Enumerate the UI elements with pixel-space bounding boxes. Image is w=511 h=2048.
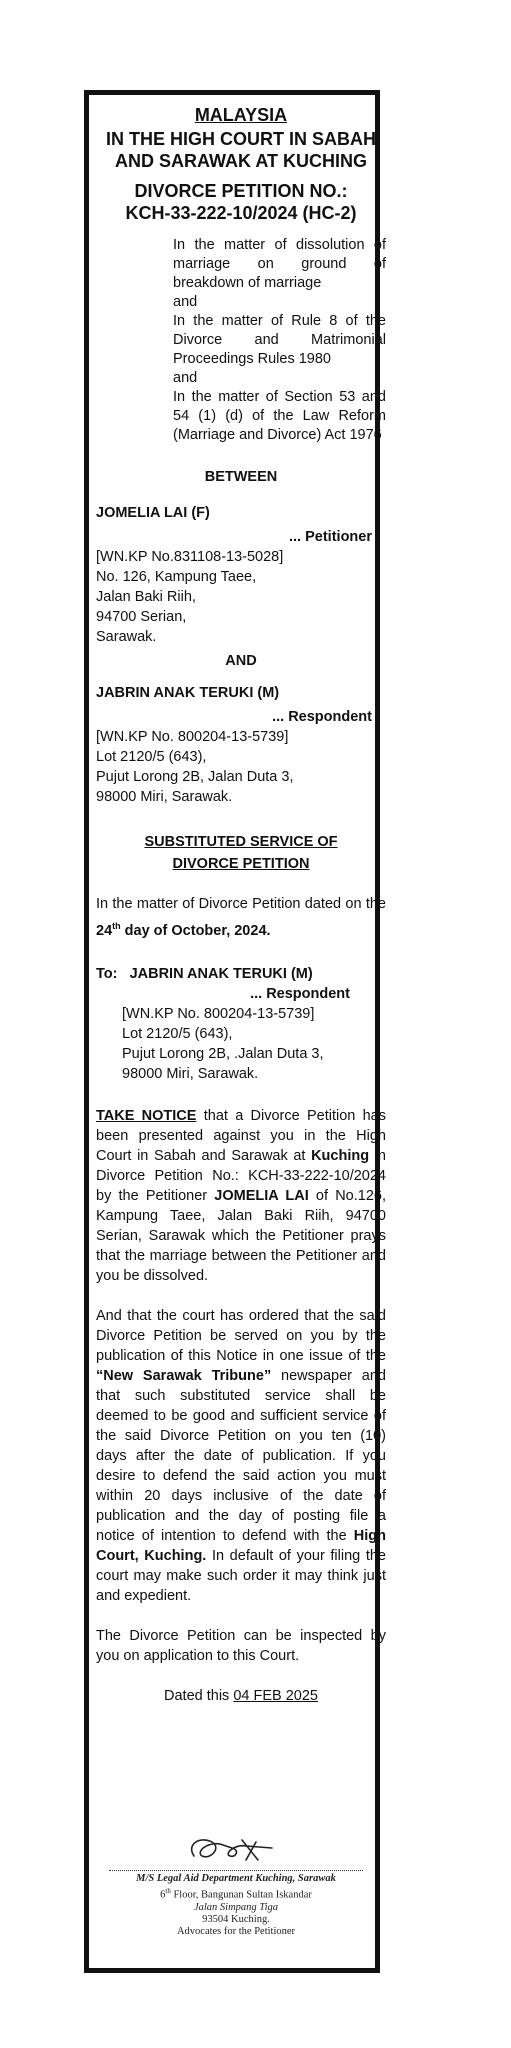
- notice-text-3: of No.126, Kampung Taee, Jalan Baki Riih, 94700 Serian, Sarawak which the Petitioner prays that the marriage between the Petitioner and you be dissolved.: [96, 1187, 386, 1284]
- notice-text-2: in Divorce Petition No.: KCH-33-222-10/2024 by the Petitioner: [96, 1147, 386, 1204]
- take-notice-paragraph: [96, 1106, 386, 1286]
- firm-name: M/S Legal Aid Department Kuching, Sarawak: [136, 1873, 336, 1884]
- matter-rule-8: In the matter of Rule 8 of the Divorce and Matrimonial Proceedings Rules 1980: [173, 313, 386, 367]
- petitioner-ic: [WN.KP No.831108-13-5028]: [96, 549, 284, 565]
- matter-section-53: In the matter of Section 53 and 54 (1) (d) of the Law Reform (Marriage and Divorce) Act 1976: [173, 389, 386, 443]
- petitioner-role: ... Petitioner: [289, 529, 372, 545]
- order-court: High Court, Kuching.: [96, 1527, 386, 1564]
- firm-street: Jalan Simpang Tiga: [193, 1901, 278, 1913]
- respondent-address-line: Lot 2120/5 (643),: [96, 749, 207, 765]
- firm-floor-number: 6: [160, 1889, 166, 1901]
- notice-text-1: that a Divorce Petition has been presented against you in the High Court in Sabah and Sarawak at: [96, 1107, 386, 1164]
- order-text-2: newspaper and that such substituted service shall be deemed to be good and sufficient service of the said Divorce Petition on you ten (10) days after the date of publication. If you desire to defend the said action you must within 20 days inclusive of the date of publication and the day of posting file a notice of intention to defend with the: [96, 1367, 386, 1544]
- order-newspaper: “New Sarawak Tribune”: [96, 1367, 272, 1384]
- petitioner-address-line: 94700 Serian,: [96, 609, 187, 625]
- matter-dissolution: In the matter of dissolution of marriage on ground of breakdown of marriage: [173, 237, 386, 291]
- firm-postcode: 93504 Kuching.: [202, 1913, 270, 1925]
- petition-date-day: 24: [96, 922, 113, 939]
- dated-line: [96, 1688, 386, 1704]
- firm-floor-suffix: th: [165, 1887, 171, 1895]
- signature-block: [96, 1830, 376, 1938]
- notice-petitioner: JOMELIA LAI: [214, 1187, 309, 1204]
- petitioner-block: [96, 503, 386, 647]
- petition-no-line-2: KCH-33-222-10/2024 (HC-2): [125, 203, 357, 223]
- firm-details: [96, 1873, 376, 1938]
- petitioner-address-line: Jalan Baki Riih,: [96, 589, 196, 605]
- petitioner-name: JOMELIA LAI (F): [96, 505, 210, 521]
- dated-date: 04 FEB 2025: [233, 1687, 318, 1704]
- to-address-line: 98000 Miri, Sarawak.: [122, 1065, 259, 1082]
- petition-no-line-1: DIVORCE PETITION NO.:: [134, 181, 348, 201]
- respondent-block: [96, 683, 386, 807]
- to-label: To:: [96, 965, 118, 982]
- inspection-paragraph: The Divorce Petition can be inspected by you on application to this Court.: [96, 1627, 386, 1664]
- respondent-role: ... Respondent: [272, 709, 372, 725]
- signature-line: [109, 1870, 363, 1871]
- order-text-1: And that the court has ordered that the said Divorce Petition be served on you by the publication of this Notice in one issue of the: [96, 1307, 386, 1364]
- section-title-line-2: DIVORCE PETITION: [172, 856, 310, 872]
- dated-prefix: Dated this: [164, 1687, 234, 1704]
- respondent-name: JABRIN ANAK TERUKI (M): [96, 685, 280, 701]
- order-text-3: In default of your filing the court may make such order it may think just and expedient.: [96, 1547, 386, 1604]
- notice-kuching: Kuching: [311, 1147, 370, 1164]
- petition-date-rest: day of October, 2024.: [120, 922, 271, 939]
- to-role: ... Respondent: [250, 985, 350, 1002]
- between-label: BETWEEN: [204, 469, 278, 485]
- petitioner-address-line: No. 126, Kampung Taee,: [96, 569, 257, 585]
- take-notice-label: TAKE NOTICE: [96, 1107, 197, 1124]
- to-address-line: Lot 2120/5 (643),: [122, 1025, 233, 1042]
- to-ic: [WN.KP No. 800204-13-5739]: [122, 1005, 315, 1022]
- matter-and: and: [173, 294, 198, 310]
- matters-block: [173, 236, 386, 445]
- country-title: MALAYSIA: [194, 105, 288, 125]
- court-line-2: AND SARAWAK AT KUCHING: [115, 151, 367, 171]
- signature-icon: [176, 1830, 296, 1870]
- petition-date-day-suffix: th: [112, 921, 121, 931]
- petition-date-prefix: In the matter of Divorce Petition dated on the: [96, 896, 386, 912]
- to-name: JABRIN ANAK TERUKI (M): [129, 965, 313, 982]
- notice-content: [96, 104, 386, 1704]
- court-line-1: IN THE HIGH COURT IN SABAH: [106, 129, 376, 149]
- to-address-line: Pujut Lorong 2B, .Jalan Duta 3,: [122, 1045, 324, 1062]
- respondent-ic: [WN.KP No. 800204-13-5739]: [96, 729, 289, 745]
- and-label: AND: [225, 653, 257, 669]
- order-paragraph: [96, 1306, 386, 1606]
- to-block: [96, 964, 386, 1084]
- header: [96, 104, 386, 224]
- respondent-address-line: 98000 Miri, Sarawak.: [96, 789, 233, 805]
- respondent-address-line: Pujut Lorong 2B, Jalan Duta 3,: [96, 769, 294, 785]
- petitioner-address-line: Sarawak.: [96, 629, 157, 645]
- section-title-line-1: SUBSTITUTED SERVICE OF: [144, 834, 338, 850]
- firm-advocates: Advocates for the Petitioner: [176, 1925, 296, 1937]
- section-title: [96, 831, 386, 875]
- to-line: [96, 964, 386, 984]
- matter-and: and: [173, 370, 198, 386]
- firm-floor-rest: Floor, Bangunan Sultan Iskandar: [170, 1889, 312, 1901]
- firm-floor: [96, 1885, 376, 1902]
- petition-date-paragraph: [96, 893, 386, 942]
